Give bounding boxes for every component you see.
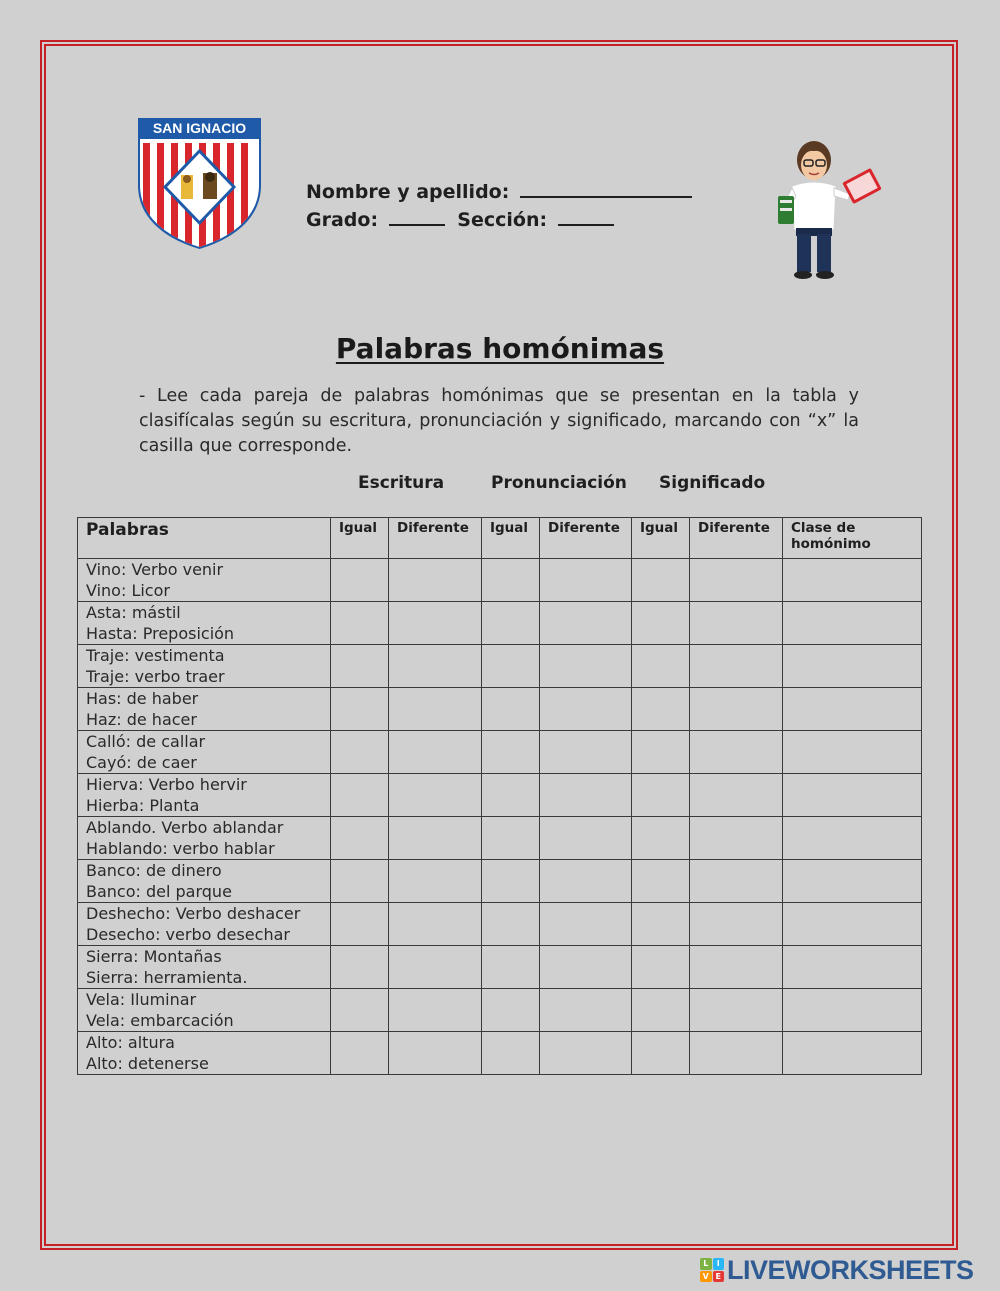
escritura-diferente-cell[interactable] <box>389 559 482 602</box>
name-row <box>306 178 692 206</box>
escritura-diferente-cell[interactable] <box>389 860 482 903</box>
clase-homonimo-cell[interactable] <box>783 946 922 989</box>
significado-igual-cell[interactable] <box>632 559 690 602</box>
word-pair-line: Alto: detenerse <box>86 1054 209 1073</box>
table-row <box>78 559 922 602</box>
escritura-igual-cell[interactable] <box>331 989 389 1032</box>
word-pair-line: Vino: Licor <box>86 581 170 600</box>
table-row <box>78 645 922 688</box>
section-label: Sección: <box>457 209 548 231</box>
significado-igual-cell[interactable] <box>632 946 690 989</box>
logo-text: SAN IGNACIO <box>152 120 247 136</box>
pronunciacion-igual-cell[interactable] <box>482 903 540 946</box>
significado-igual-cell[interactable] <box>632 860 690 903</box>
pronunciacion-igual-cell[interactable] <box>482 688 540 731</box>
liveworksheets-logo <box>700 1255 974 1285</box>
word-pair-line: Hierba: Planta <box>86 796 200 815</box>
name-label: Nombre y apellido: <box>306 181 510 203</box>
student-info <box>306 178 692 234</box>
significado-diferente-cell[interactable] <box>690 602 783 645</box>
table-row <box>78 817 922 860</box>
clase-homonimo-cell[interactable] <box>783 774 922 817</box>
clase-homonimo-cell[interactable] <box>783 688 922 731</box>
header-pronunciacion-diferente: Diferente <box>540 518 632 559</box>
significado-igual-cell[interactable] <box>632 774 690 817</box>
word-pair-cell <box>78 860 331 903</box>
significado-diferente-cell[interactable] <box>690 1032 783 1075</box>
word-pair-line: Ablando. Verbo ablandar <box>86 818 284 837</box>
pronunciacion-igual-cell[interactable] <box>482 645 540 688</box>
clase-homonimo-cell[interactable] <box>783 817 922 860</box>
pronunciacion-diferente-cell[interactable] <box>540 989 632 1032</box>
significado-diferente-cell[interactable] <box>690 817 783 860</box>
word-pair-line: Has: de haber <box>86 689 199 708</box>
word-pair-line: Calló: de callar <box>86 732 206 751</box>
header-clase-homonimo: Clase de homónimo <box>783 518 922 559</box>
header-significado-diferente: Diferente <box>690 518 783 559</box>
table-row <box>78 602 922 645</box>
grade-label: Grado: <box>306 209 379 231</box>
pronunciacion-diferente-cell[interactable] <box>540 860 632 903</box>
grade-input-line[interactable] <box>389 208 445 226</box>
escritura-igual-cell[interactable] <box>331 688 389 731</box>
pronunciacion-igual-cell[interactable] <box>482 989 540 1032</box>
pronunciacion-diferente-cell[interactable] <box>540 1032 632 1075</box>
pronunciacion-igual-cell[interactable] <box>482 1032 540 1075</box>
pronunciacion-igual-cell[interactable] <box>482 860 540 903</box>
clase-homonimo-cell[interactable] <box>783 645 922 688</box>
word-pair-cell <box>78 989 331 1032</box>
word-pair-line: Hasta: Preposición <box>86 624 235 643</box>
significado-diferente-cell[interactable] <box>690 946 783 989</box>
significado-diferente-cell[interactable] <box>690 989 783 1032</box>
escritura-igual-cell[interactable] <box>331 903 389 946</box>
table-header-row <box>78 518 922 559</box>
page-title <box>0 332 1000 365</box>
group-significado: Significado <box>659 473 766 493</box>
instructions-text: - Lee cada pareja de palabras homónimas que se presentan en la tabla y clasifícalas según su escritura, pronunciación y significado, marcando con “x” la casilla que corresponde. <box>139 386 859 456</box>
word-pair-line: Sierra: herramienta. <box>86 968 248 987</box>
escritura-igual-cell[interactable] <box>331 774 389 817</box>
clase-homonimo-cell[interactable] <box>783 602 922 645</box>
word-pair-cell <box>78 817 331 860</box>
significado-igual-cell[interactable] <box>632 989 690 1032</box>
school-logo <box>137 117 262 249</box>
word-pair-line: Hierva: Verbo hervir <box>86 775 247 794</box>
word-pair-line: Haz: de hacer <box>86 710 197 729</box>
word-pair-line: Traje: vestimenta <box>86 646 225 665</box>
significado-diferente-cell[interactable] <box>690 559 783 602</box>
pronunciacion-diferente-cell[interactable] <box>540 559 632 602</box>
group-escritura: Escritura <box>358 473 445 493</box>
word-pair-line: Desecho: verbo desechar <box>86 925 290 944</box>
page-title-text: Palabras homónimas <box>335 332 665 365</box>
significado-diferente-cell[interactable] <box>690 774 783 817</box>
header-pronunciacion-igual: Igual <box>482 518 540 559</box>
word-pair-cell <box>78 731 331 774</box>
table-row <box>78 989 922 1032</box>
homonyms-table <box>77 517 922 1075</box>
clase-homonimo-cell[interactable] <box>783 903 922 946</box>
teacher-illustration <box>770 138 885 280</box>
table-row <box>78 731 922 774</box>
liveworksheets-icon: L I V E <box>700 1258 724 1282</box>
liveworksheets-wordmark: LIVEWORKSHEETS <box>727 1254 974 1285</box>
clase-homonimo-cell[interactable] <box>783 989 922 1032</box>
escritura-diferente-cell[interactable] <box>389 946 482 989</box>
table-row <box>78 903 922 946</box>
clase-homonimo-cell[interactable] <box>783 860 922 903</box>
escritura-igual-cell[interactable] <box>331 602 389 645</box>
word-pair-cell <box>78 903 331 946</box>
escritura-igual-cell[interactable] <box>331 731 389 774</box>
significado-igual-cell[interactable] <box>632 1032 690 1075</box>
escritura-diferente-cell[interactable] <box>389 602 482 645</box>
pronunciacion-diferente-cell[interactable] <box>540 688 632 731</box>
escritura-diferente-cell[interactable] <box>389 645 482 688</box>
word-pair-line: Traje: verbo traer <box>86 667 225 686</box>
pronunciacion-igual-cell[interactable] <box>482 946 540 989</box>
escritura-diferente-cell[interactable] <box>389 817 482 860</box>
escritura-igual-cell[interactable] <box>331 860 389 903</box>
pronunciacion-diferente-cell[interactable] <box>540 903 632 946</box>
pronunciacion-diferente-cell[interactable] <box>540 817 632 860</box>
table-row <box>78 1032 922 1075</box>
word-pair-line: Banco: de dinero <box>86 861 222 880</box>
name-input-line[interactable] <box>520 180 692 198</box>
word-pair-line: Sierra: Montañas <box>86 947 222 966</box>
significado-diferente-cell[interactable] <box>690 731 783 774</box>
pronunciacion-diferente-cell[interactable] <box>540 946 632 989</box>
pronunciacion-diferente-cell[interactable] <box>540 774 632 817</box>
word-pair-line: Hablando: verbo hablar <box>86 839 275 858</box>
pronunciacion-diferente-cell[interactable] <box>540 645 632 688</box>
word-pair-cell <box>78 688 331 731</box>
word-pair-line: Vino: Verbo venir <box>86 560 224 579</box>
significado-igual-cell[interactable] <box>632 602 690 645</box>
word-pair-cell <box>78 1032 331 1075</box>
word-pair-cell <box>78 946 331 989</box>
pronunciacion-igual-cell[interactable] <box>482 602 540 645</box>
significado-diferente-cell[interactable] <box>690 688 783 731</box>
significado-igual-cell[interactable] <box>632 731 690 774</box>
significado-diferente-cell[interactable] <box>690 860 783 903</box>
pronunciacion-igual-cell[interactable] <box>482 731 540 774</box>
header-escritura-igual: Igual <box>331 518 389 559</box>
escritura-igual-cell[interactable] <box>331 817 389 860</box>
table-row <box>78 688 922 731</box>
header-significado-igual: Igual <box>632 518 690 559</box>
escritura-igual-cell[interactable] <box>331 559 389 602</box>
table-row <box>78 860 922 903</box>
clase-homonimo-cell[interactable] <box>783 731 922 774</box>
escritura-diferente-cell[interactable] <box>389 1032 482 1075</box>
pronunciacion-igual-cell[interactable] <box>482 559 540 602</box>
escritura-diferente-cell[interactable] <box>389 989 482 1032</box>
significado-diferente-cell[interactable] <box>690 903 783 946</box>
word-pair-cell <box>78 645 331 688</box>
word-pair-line: Asta: mástil <box>86 603 181 622</box>
pronunciacion-igual-cell[interactable] <box>482 817 540 860</box>
escritura-diferente-cell[interactable] <box>389 688 482 731</box>
escritura-diferente-cell[interactable] <box>389 903 482 946</box>
clase-homonimo-cell[interactable] <box>783 1032 922 1075</box>
significado-diferente-cell[interactable] <box>690 645 783 688</box>
word-pair-line: Deshecho: Verbo deshacer <box>86 904 301 923</box>
word-pair-line: Alto: altura <box>86 1033 175 1052</box>
escritura-igual-cell[interactable] <box>331 1032 389 1075</box>
significado-igual-cell[interactable] <box>632 817 690 860</box>
escritura-igual-cell[interactable] <box>331 946 389 989</box>
significado-igual-cell[interactable] <box>632 645 690 688</box>
escritura-diferente-cell[interactable] <box>389 774 482 817</box>
clase-homonimo-cell[interactable] <box>783 559 922 602</box>
pronunciacion-diferente-cell[interactable] <box>540 731 632 774</box>
significado-igual-cell[interactable] <box>632 903 690 946</box>
word-pair-line: Vela: Iluminar <box>86 990 197 1009</box>
word-pair-cell <box>78 774 331 817</box>
table-row <box>78 946 922 989</box>
header-escritura-diferente: Diferente <box>389 518 482 559</box>
escritura-igual-cell[interactable] <box>331 645 389 688</box>
word-pair-cell <box>78 559 331 602</box>
word-pair-cell <box>78 602 331 645</box>
pronunciacion-igual-cell[interactable] <box>482 774 540 817</box>
header-palabras: Palabras <box>78 518 331 559</box>
table-row <box>78 774 922 817</box>
group-pronunciacion: Pronunciación <box>491 473 627 493</box>
section-input-line[interactable] <box>558 208 614 226</box>
word-pair-line: Vela: embarcación <box>86 1011 234 1030</box>
grade-row <box>306 206 692 234</box>
significado-igual-cell[interactable] <box>632 688 690 731</box>
escritura-diferente-cell[interactable] <box>389 731 482 774</box>
pronunciacion-diferente-cell[interactable] <box>540 602 632 645</box>
word-pair-line: Cayó: de caer <box>86 753 197 772</box>
word-pair-line: Banco: del parque <box>86 882 232 901</box>
